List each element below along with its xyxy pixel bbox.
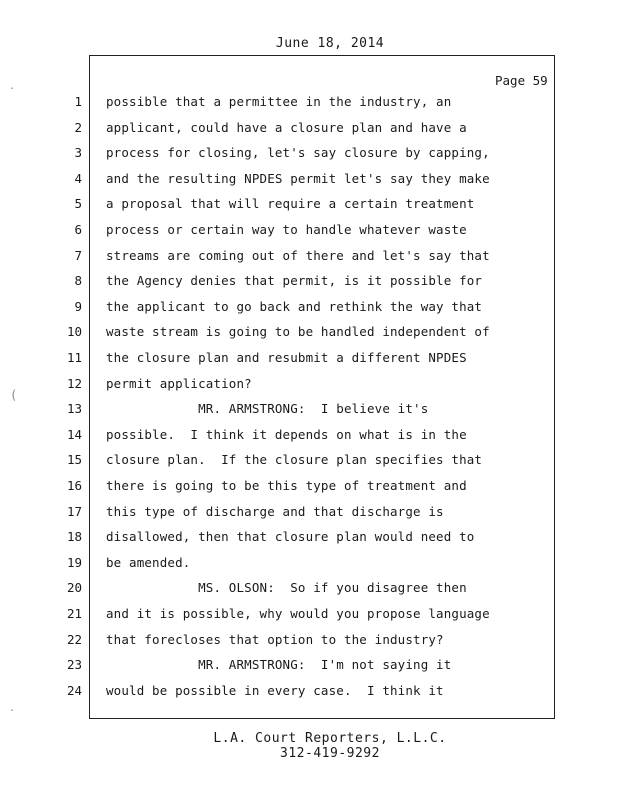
scan-mark: ․ xyxy=(10,78,15,92)
transcript-line xyxy=(0,529,560,549)
line-text: the Agency denies that permit, is it possible for xyxy=(106,273,483,289)
transcript-line xyxy=(0,657,560,677)
footer-phone: 312-419-9292 xyxy=(280,746,380,761)
line-number: 4 xyxy=(74,170,82,186)
line-text: waste stream is going to be handled independent of xyxy=(106,324,490,340)
transcript-line xyxy=(0,273,560,293)
line-number: 14 xyxy=(66,426,82,442)
transcript-line xyxy=(0,683,560,703)
transcript-line xyxy=(0,145,560,165)
line-text: permit application? xyxy=(106,375,252,391)
transcript-line xyxy=(0,376,560,396)
line-number: 11 xyxy=(66,350,82,365)
line-text: MR. ARMSTRONG: I'm not saying it xyxy=(106,657,452,673)
line-text: closure plan. If the closure plan specifies that xyxy=(106,452,483,468)
line-number: 22 xyxy=(66,631,82,647)
line-text: the closure plan and resubmit a different NPDES xyxy=(106,350,467,365)
line-text: this type of discharge and that discharge is xyxy=(106,503,444,519)
line-number: 10 xyxy=(66,324,82,340)
line-number: 9 xyxy=(74,298,82,314)
header-date: June 18, 2014 xyxy=(275,36,385,51)
line-number: 8 xyxy=(74,273,82,289)
transcript-line xyxy=(0,324,560,344)
transcript-line xyxy=(0,504,560,524)
transcript-line xyxy=(0,555,560,575)
line-number: 17 xyxy=(66,503,82,519)
scan-mark: ․ xyxy=(10,700,15,714)
transcript-line xyxy=(0,427,560,447)
line-number: 18 xyxy=(66,529,82,545)
transcript-line xyxy=(0,478,560,498)
line-text: a proposal that will require a certain treatment xyxy=(106,196,475,212)
line-text: possible. I think it depends on what is in the xyxy=(106,426,467,442)
transcript-line xyxy=(0,299,560,319)
line-number: 2 xyxy=(74,119,82,135)
line-text: MR. ARMSTRONG: I believe it's xyxy=(106,401,429,417)
line-number: 1 xyxy=(74,94,82,109)
line-number: 6 xyxy=(74,222,82,237)
line-text: applicant, could have a closure plan and have a xyxy=(106,119,467,135)
transcript-line xyxy=(0,401,560,421)
line-text: process for closing, let's say closure by capping, xyxy=(106,145,490,161)
line-number: 15 xyxy=(66,452,82,468)
transcript-line xyxy=(0,632,560,652)
line-text: would be possible in every case. I think it xyxy=(106,682,444,698)
line-number: 23 xyxy=(66,657,82,673)
line-number: 21 xyxy=(66,606,82,621)
page-number: Page 59 xyxy=(495,73,548,88)
line-number: 20 xyxy=(66,580,82,596)
transcript-line xyxy=(0,580,560,600)
line-text: possible that a permittee in the industry, an xyxy=(106,94,452,109)
scan-mark: ( xyxy=(10,388,18,402)
line-text: there is going to be this type of treatment and xyxy=(106,478,467,493)
line-text: and the resulting NPDES permit let's say they make xyxy=(106,170,490,186)
line-text: the applicant to go back and rethink the way that xyxy=(106,298,483,314)
line-number: 7 xyxy=(74,247,82,263)
transcript-line xyxy=(0,248,560,268)
line-number: 5 xyxy=(74,196,82,212)
transcript-line xyxy=(0,196,560,216)
line-text: be amended. xyxy=(106,554,191,570)
line-number: 16 xyxy=(66,478,82,493)
transcript-line xyxy=(0,222,560,242)
line-number: 12 xyxy=(66,375,82,391)
line-text: and it is possible, why would you propose language xyxy=(106,606,490,621)
line-number: 3 xyxy=(74,145,82,161)
line-number: 19 xyxy=(66,554,82,570)
line-text: that forecloses that option to the industry? xyxy=(106,631,444,647)
line-text: streams are coming out of there and let's say that xyxy=(106,247,490,263)
line-number: 24 xyxy=(66,682,82,698)
transcript-line xyxy=(0,171,560,191)
line-text: MS. OLSON: So if you disagree then xyxy=(106,580,467,596)
line-text: process or certain way to handle whatever waste xyxy=(106,222,467,237)
transcript-line xyxy=(0,94,560,114)
transcript-line xyxy=(0,350,560,370)
line-text: disallowed, then that closure plan would need to xyxy=(106,529,475,545)
transcript-line xyxy=(0,606,560,626)
footer-company: L.A. Court Reporters, L.L.C. xyxy=(213,731,447,746)
line-number: 13 xyxy=(66,401,82,417)
transcript-line xyxy=(0,120,560,140)
transcript-line xyxy=(0,452,560,472)
